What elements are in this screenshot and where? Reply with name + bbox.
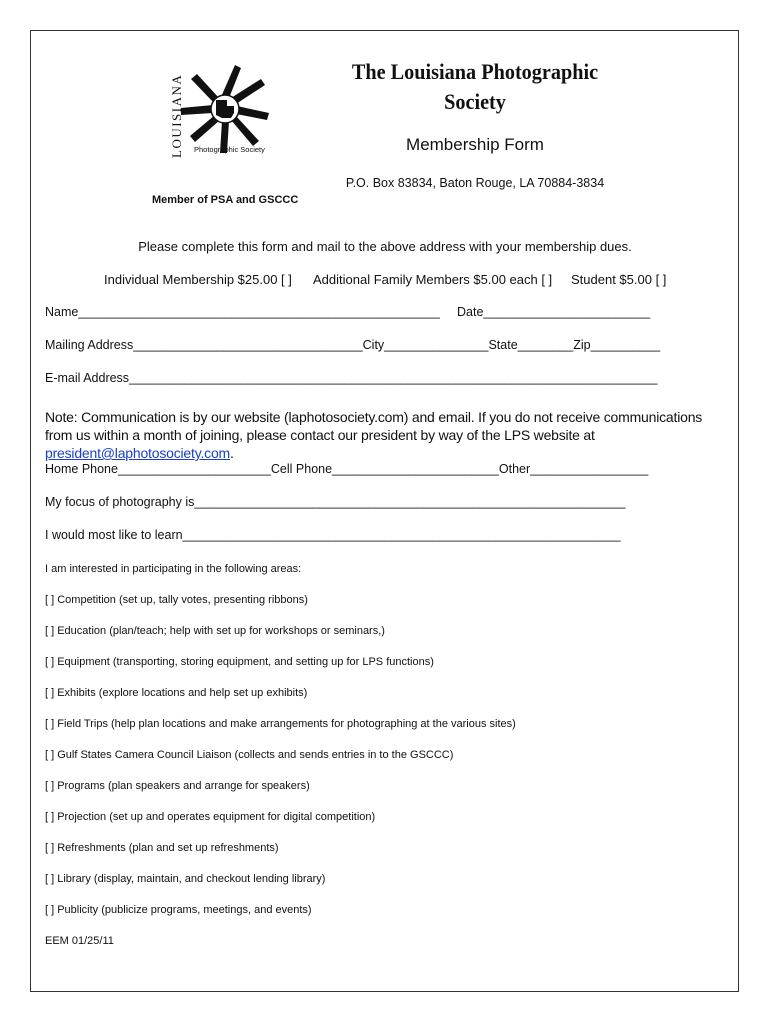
area-option[interactable]: [ ] Refreshments (plan and set up refreshments): [45, 842, 279, 854]
area-option[interactable]: [ ] Field Trips (help plan locations and make arrangements for photographing at the various sites): [45, 718, 516, 730]
learn-field[interactable]: I would most like to learn_______________________________________________________________: [45, 528, 621, 542]
title-line-2: Society: [444, 89, 506, 114]
member-of-text: Member of PSA and GSCCC: [152, 194, 299, 206]
note-end: .: [230, 445, 234, 461]
areas-heading: I am interested in participating in the following areas:: [45, 563, 302, 575]
email-field[interactable]: E-mail Address____________________________________________________________________________: [45, 371, 658, 385]
date-field[interactable]: Date________________________: [457, 305, 651, 319]
form-revision-code: EEM 01/25/11: [45, 935, 114, 947]
area-option[interactable]: [ ] Programs (plan speakers and arrange for speakers): [45, 780, 310, 792]
family-membership-option[interactable]: Additional Family Members $5.00 each [ ]: [313, 272, 553, 287]
form-subtitle: Membership Form: [406, 135, 544, 154]
focus-field[interactable]: My focus of photography is______________________________________________________________: [45, 495, 626, 509]
mailing-address-field[interactable]: Mailing Address_________________________________City_______________State________Zip__________: [45, 338, 661, 352]
area-option[interactable]: [ ] Projection (set up and operates equipment for digital competition): [45, 811, 376, 823]
student-membership-option[interactable]: Student $5.00 [ ]: [571, 272, 667, 287]
logo-vertical-text: LOUISIANA: [169, 73, 184, 158]
individual-membership-option[interactable]: Individual Membership $25.00 [ ]: [104, 272, 292, 287]
area-option[interactable]: [ ] Library (display, maintain, and checkout lending library): [45, 873, 326, 885]
note-body: Note: Communication is by our website (laphotosociety.com) and email. If you do not receive communications from us within a month of joining, please contact our president by way of the LPS website at: [45, 409, 703, 443]
intro-text: Please complete this form and mail to the above address with your membership dues.: [138, 239, 632, 254]
logo-subtext: Photographic Society: [194, 145, 265, 154]
note-text: [45, 408, 725, 462]
page-title: [342, 57, 609, 117]
area-option[interactable]: [ ] Publicity (publicize programs, meetings, and events): [45, 904, 312, 916]
phone-fields[interactable]: Home Phone______________________Cell Phone________________________Other_________________: [45, 462, 649, 476]
area-option[interactable]: [ ] Education (plan/teach; help with set up for workshops or seminars,): [45, 625, 385, 637]
area-option[interactable]: [ ] Exhibits (explore locations and help set up exhibits): [45, 687, 308, 699]
mailing-address: P.O. Box 83834, Baton Rouge, LA 70884-3834: [345, 176, 605, 190]
title-line-1: The Louisiana Photographic: [351, 59, 599, 84]
name-field[interactable]: Name____________________________________________________: [45, 305, 440, 319]
area-option[interactable]: [ ] Equipment (transporting, storing equipment, and setting up for LPS functions): [45, 656, 434, 668]
area-option[interactable]: [ ] Gulf States Camera Council Liaison (collects and sends entries in to the GSCCC): [45, 749, 454, 761]
president-email-link[interactable]: president@laphotosociety.com: [45, 445, 231, 461]
area-option[interactable]: [ ] Competition (set up, tally votes, presenting ribbons): [45, 594, 308, 606]
